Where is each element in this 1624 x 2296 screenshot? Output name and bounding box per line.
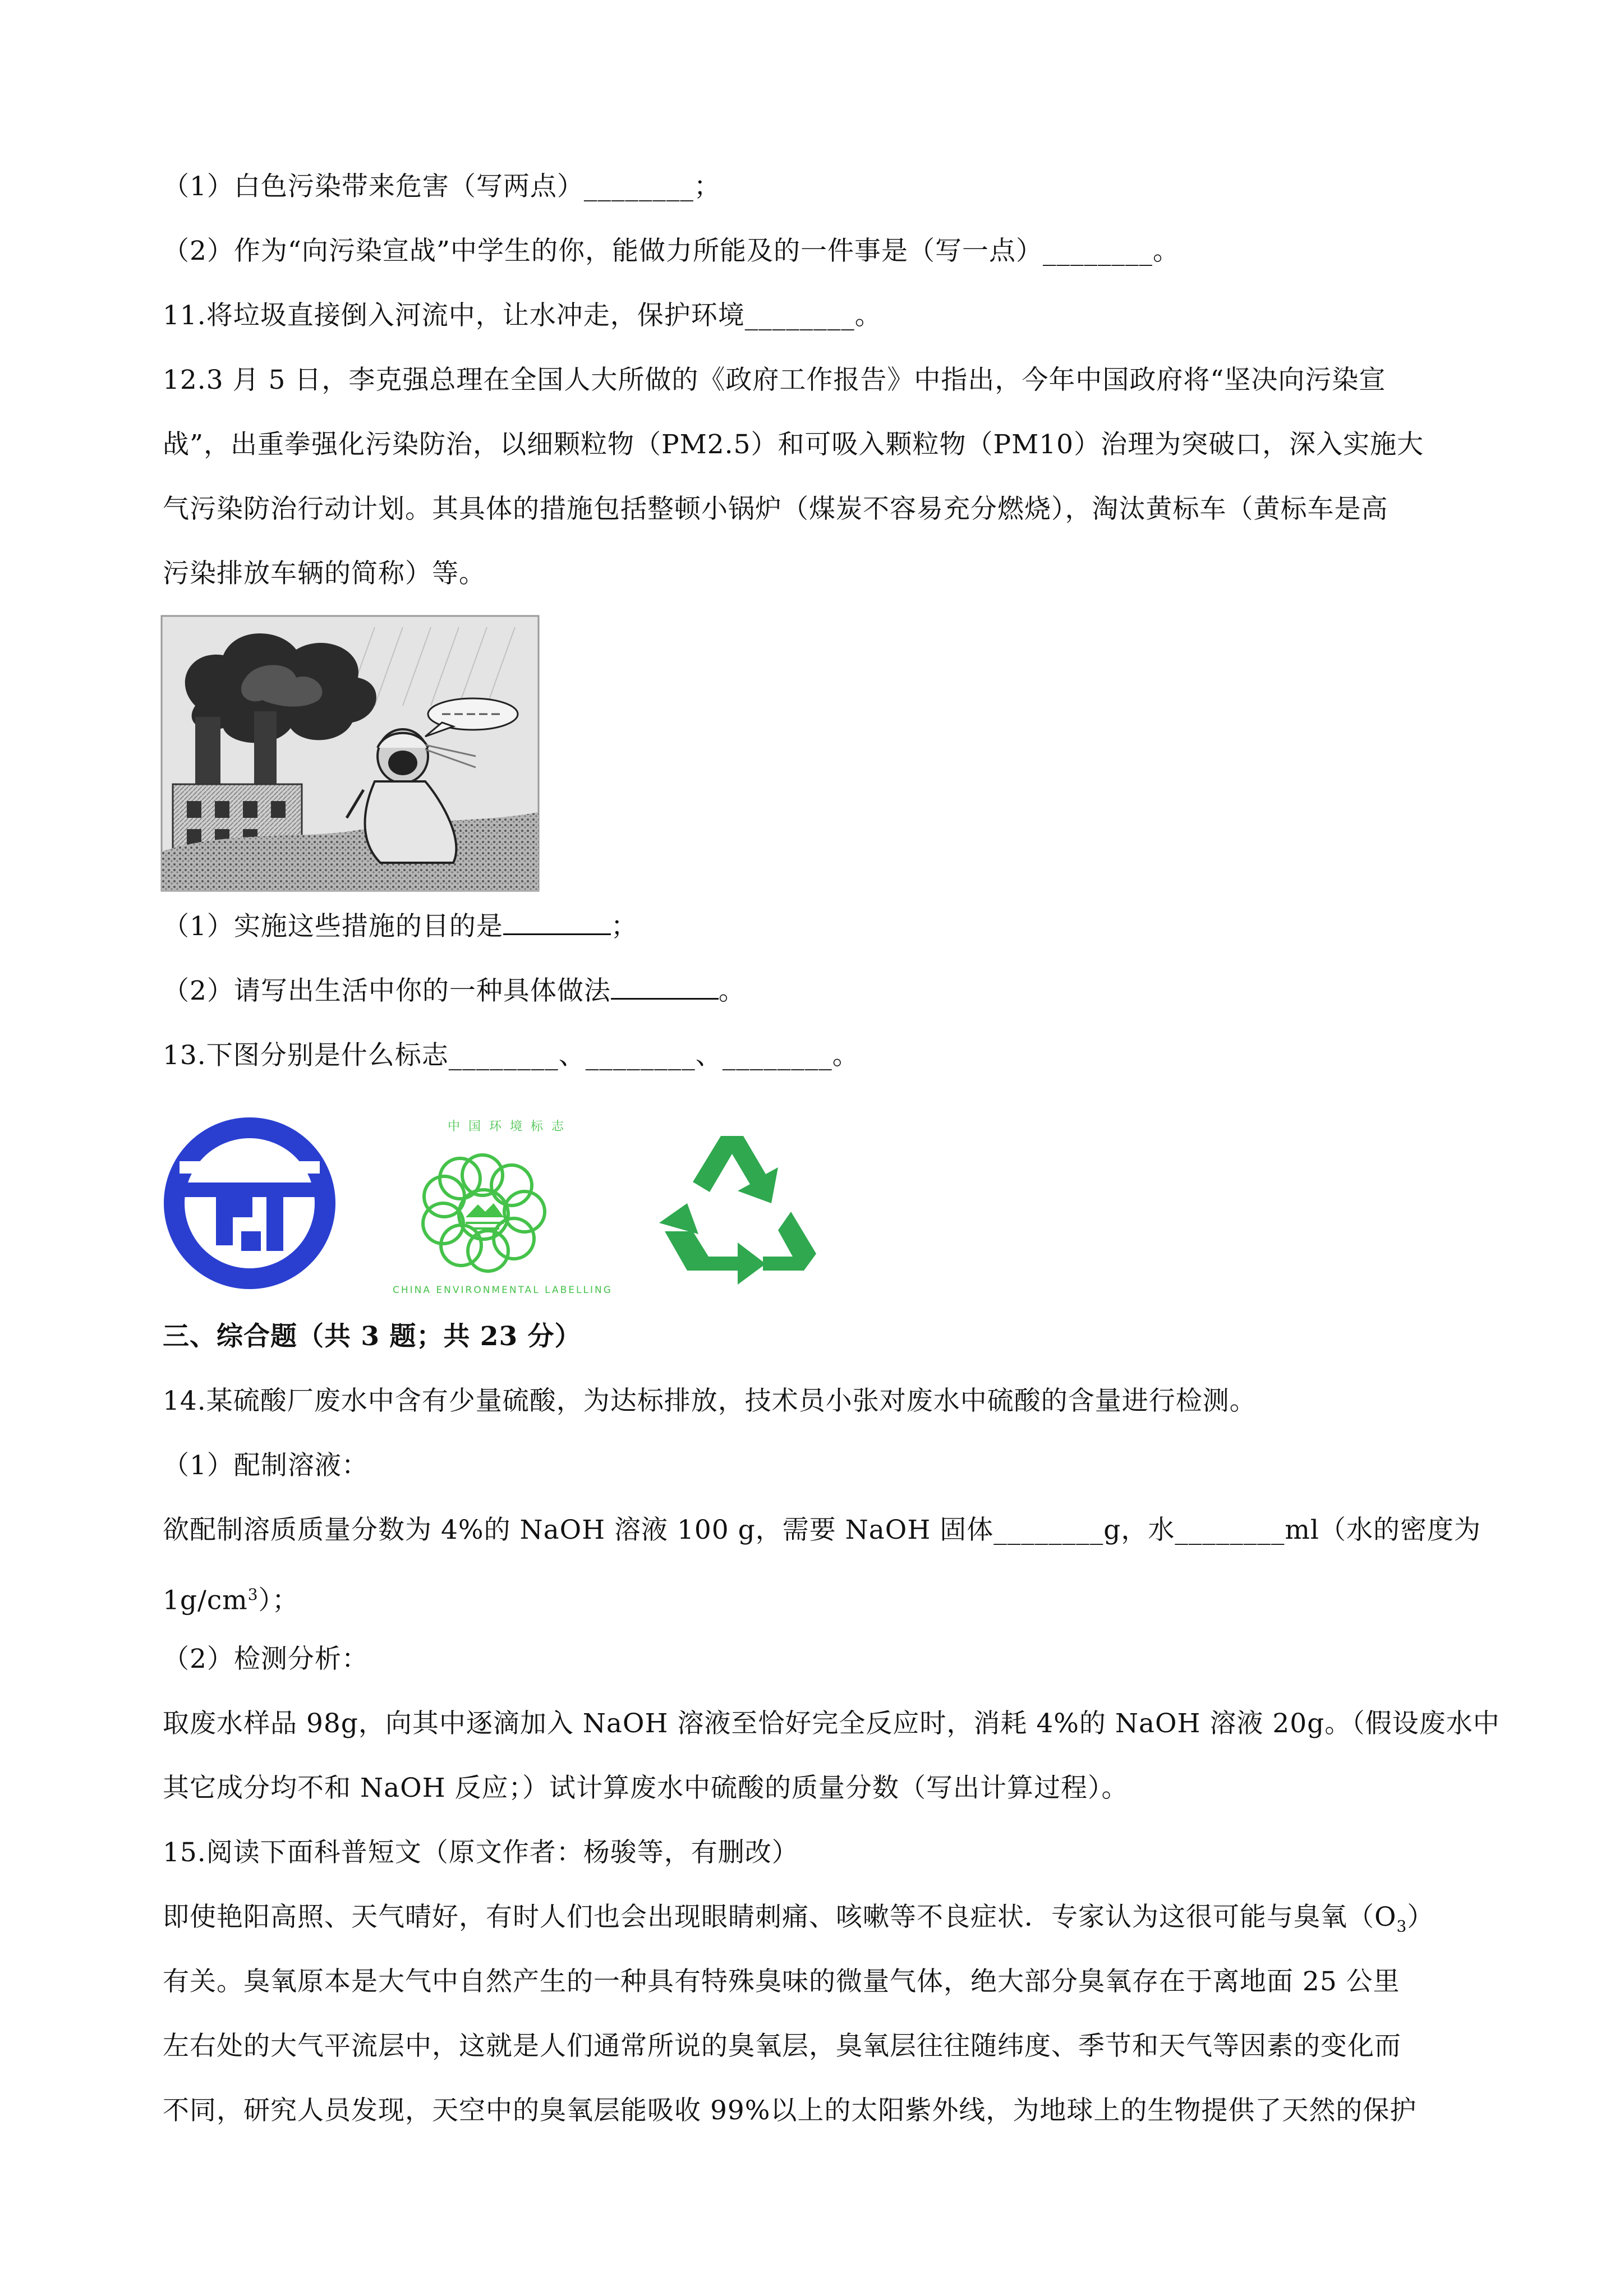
section3-title: 三、综合题（共 3 题；共 23 分） xyxy=(163,1321,582,1352)
q14-line-c: 取废水样品 98g，向其中逐滴加入 NaOH 溶液至恰好完全反应时，消耗 4%的 NaOH 溶液 20g。（假设废水中 xyxy=(163,1708,1500,1739)
q12-line1: 12.3 月 5 日，李克强总理在全国人大所做的《政府工作报告》中指出，今年中国政府将“坚决向污染宣 xyxy=(163,365,1386,395)
q14-intro: 14.某硫酸厂废水中含有少量硫酸，为达标排放，技术员小张对废水中硫酸的含量进行检测。 xyxy=(163,1386,1257,1416)
q15-p1-suffix: ） xyxy=(1407,1902,1434,1932)
q14-line-d: 其它成分均不和 NaOH 反应；）试计算废水中硫酸的质量分数（写出计算过程）。 xyxy=(163,1773,1129,1803)
q12-sub1-suffix: ； xyxy=(610,911,638,942)
q15-p1-prefix: 即使艳阳高照、天气晴好，有时人们也会出现眼睛刺痛、咳嗽等不良症状．专家认为这很可能与臭氧（O xyxy=(163,1902,1397,1932)
water-saving-logo xyxy=(163,1116,337,1290)
q12-sub2 xyxy=(163,974,746,1008)
q15-p3: 左右处的大气平流层中，这就是人们通常所说的臭氧层，臭氧层往往随纬度、季节和天气等因素的变化而 xyxy=(163,2031,1401,2062)
q10-sub2: （2）作为“向污染宣战”中学生的你，能做力所能及的一件事是（写一点）________。 xyxy=(163,236,1180,266)
q14-sub1: （1）配制溶液： xyxy=(163,1450,369,1481)
q15-p1 xyxy=(163,1901,1434,1943)
china-environmental-labelling-logo xyxy=(381,1108,613,1299)
q14-sub2: （2）检测分析： xyxy=(163,1644,369,1674)
q10-sub1: （1）白色污染带来危害（写两点）________； xyxy=(163,171,721,202)
q15-p4: 不同，研究人员发现，天空中的臭氧层能吸收 99%以上的太阳紫外线，为地球上的生物提供了天然的保护 xyxy=(163,2095,1417,2126)
q13-text: 13.下图分别是什么标志________、________、________。 xyxy=(163,1040,859,1071)
q15-p2: 有关。臭氧原本是大气中自然产生的一种具有特殊臭味的微量气体，绝大部分臭氧存在于离地面 25 公里 xyxy=(163,1966,1400,1997)
answer-blank[interactable] xyxy=(611,976,719,1000)
q12-sub2-suffix: 。 xyxy=(718,976,746,1006)
labelling-ring-text-en: CHINA ENVIRONMENTAL LABELLING xyxy=(393,1285,613,1296)
q12-line2: 战”，出重拳强化污染防治，以细颗粒物（PM2.5）和可吸入颗粒物（PM10）治理为突破口，深入实施大 xyxy=(163,429,1424,460)
q12-line4: 污染排放车辆的简称）等。 xyxy=(163,558,486,589)
recycling-logo xyxy=(654,1119,827,1287)
q14-line-b xyxy=(163,1578,299,1618)
q12-sub1 xyxy=(163,910,638,944)
q12-sub1-prefix: （1）实施这些措施的目的是 xyxy=(163,911,503,942)
q12-line3: 气污染防治行动计划。其具体的措施包括整顿小锅炉（煤炭不容易充分燃烧），淘汰黄标车（黄标车是高 xyxy=(163,494,1388,524)
q14-line-b-sup: 3 xyxy=(247,1585,259,1604)
answer-blank[interactable] xyxy=(503,911,611,935)
q14-line-b-suffix: ）； xyxy=(258,1585,300,1616)
labelling-ring-text: 中 国 环 境 标 志 xyxy=(448,1120,566,1134)
q14-line-a: 欲配制溶质质量分数为 4%的 NaOH 溶液 100 g，需要 NaOH 固体________g，水________ml（水的密度为 xyxy=(163,1515,1481,1545)
q12-sub2-prefix: （2）请写出生活中你的一种具体做法 xyxy=(163,976,611,1006)
q11-text: 11.将垃圾直接倒入河流中，让水冲走，保护环境________。 xyxy=(163,300,882,331)
q15-p1-sub: 3 xyxy=(1396,1917,1407,1936)
q14-line-b-prefix: 1g/cm xyxy=(163,1585,248,1616)
q15-intro: 15.阅读下面科普短文（原文作者：杨骏等，有删改） xyxy=(163,1837,799,1868)
pollution-cartoon-image xyxy=(162,616,539,891)
